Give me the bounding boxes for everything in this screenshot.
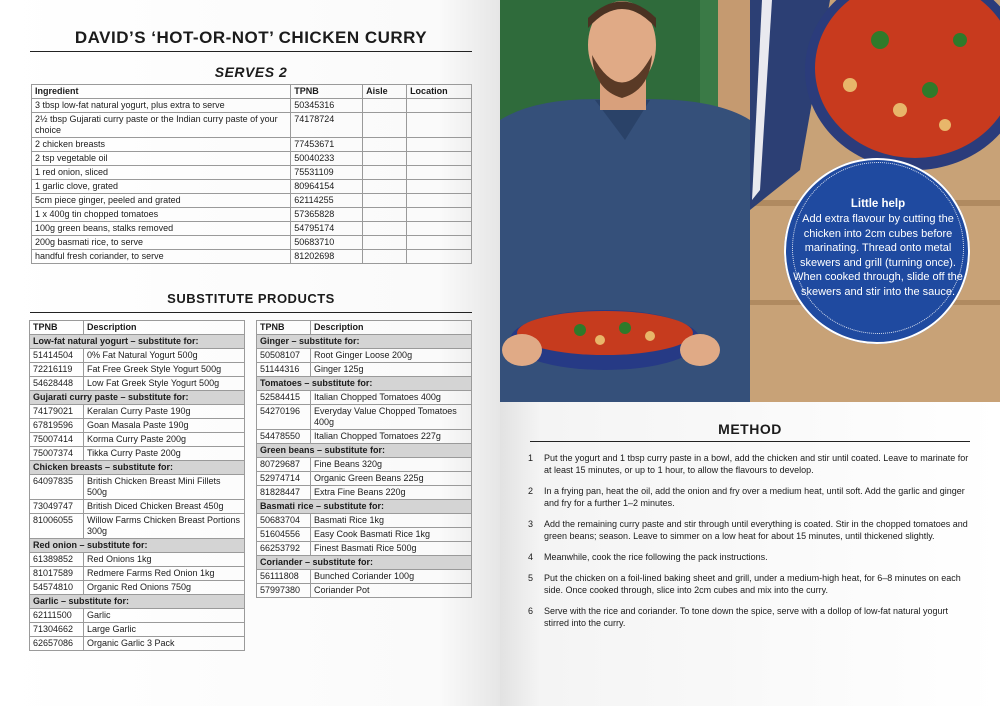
step-text: In a frying pan, heat the oil, add the onion and fry over a medium heat, until soft. Add the garlic and ginger and fry for a further 1–2 minutes. <box>544 486 965 508</box>
step-number: 5 <box>528 573 534 583</box>
aisle-cell <box>363 250 407 264</box>
substitutes-table-right <box>256 320 472 598</box>
aisle-cell <box>363 152 407 166</box>
ingredient-row <box>32 152 472 166</box>
step-text: Put the yogurt and 1 tbsp curry paste in a bowl, add the chicken and stir until coated. Leave to marinate for at least 15 minutes, or up to 1 hour, to allow the flavours to develop. <box>544 453 969 475</box>
serves-label: SERVES 2 <box>214 64 288 80</box>
substitute-row <box>257 405 472 430</box>
tpnb-cell: 77453671 <box>291 138 363 152</box>
substitute-group-row <box>30 461 245 475</box>
location-cell <box>407 166 472 180</box>
method-step <box>528 518 970 542</box>
substitute-row <box>257 514 472 528</box>
description-cell: Bunched Coriander 100g <box>311 570 472 584</box>
recipe-title: DAVID’S ‘HOT-OR-NOT’ CHICKEN CURRY <box>74 28 428 47</box>
aisle-cell <box>363 236 407 250</box>
description-cell: British Diced Chicken Breast 450g <box>84 500 245 514</box>
tpnb-cell: 72216119 <box>30 363 84 377</box>
substitute-row <box>257 584 472 598</box>
tpnb-cell: 75531109 <box>291 166 363 180</box>
tpnb-cell: 64097835 <box>30 475 84 500</box>
ingredients-body <box>32 99 472 264</box>
tpnb-cell: 51144316 <box>257 363 311 377</box>
description-cell: Everyday Value Chopped Tomatoes 400g <box>311 405 472 430</box>
method-step <box>528 452 970 476</box>
ingredient-cell: 200g basmati rice, to serve <box>32 236 291 250</box>
location-cell <box>407 152 472 166</box>
tpnb-cell: 81202698 <box>291 250 363 264</box>
description-cell: Coriander Pot <box>311 584 472 598</box>
ingredient-row <box>32 208 472 222</box>
tpnb-cell: 54795174 <box>291 222 363 236</box>
substitute-group-row <box>257 500 472 514</box>
substitute-group-label: Red onion – substitute for: <box>30 539 245 553</box>
substitute-group-row <box>257 377 472 391</box>
aisle-cell <box>363 222 407 236</box>
substitute-group-row <box>257 335 472 349</box>
ingredients-table <box>31 84 472 264</box>
location-cell <box>407 236 472 250</box>
substitute-group-label: Ginger – substitute for: <box>257 335 472 349</box>
tpnb-cell: 52974714 <box>257 472 311 486</box>
ingredient-cell: 1 x 400g tin chopped tomatoes <box>32 208 291 222</box>
aisle-cell <box>363 138 407 152</box>
description-cell: Red Onions 1kg <box>84 553 245 567</box>
tpnb-cell: 54478550 <box>257 430 311 444</box>
substitute-row <box>30 567 245 581</box>
description-cell: Italian Chopped Tomatoes 227g <box>311 430 472 444</box>
substitute-row <box>30 349 245 363</box>
method-rule <box>530 441 970 442</box>
description-cell: Extra Fine Beans 220g <box>311 486 472 500</box>
location-cell <box>407 113 472 138</box>
description-cell: Garlic <box>84 609 245 623</box>
method-title: METHOD <box>718 421 782 437</box>
description-cell: Organic Garlic 3 Pack <box>84 637 245 651</box>
col-description: Description <box>311 321 472 335</box>
description-cell: Organic Green Beans 225g <box>311 472 472 486</box>
tpnb-cell: 81006055 <box>30 514 84 539</box>
substitute-row <box>257 349 472 363</box>
substitute-row <box>30 623 245 637</box>
tpnb-cell: 80729687 <box>257 458 311 472</box>
substitute-row <box>30 609 245 623</box>
description-cell: Willow Farms Chicken Breast Portions 300g <box>84 514 245 539</box>
tpnb-cell: 74179021 <box>30 405 84 419</box>
tpnb-cell: 50345316 <box>291 99 363 113</box>
substitute-group-row <box>257 556 472 570</box>
ingredient-cell: 3 tbsp low-fat natural yogurt, plus extra to serve <box>32 99 291 113</box>
little-help-bubble <box>784 158 970 344</box>
ingredient-cell: 1 red onion, sliced <box>32 166 291 180</box>
method-step <box>528 485 970 509</box>
substitutes-table-left <box>29 320 245 651</box>
substitute-group-row <box>257 444 472 458</box>
description-cell: Basmati Rice 1kg <box>311 514 472 528</box>
tpnb-cell: 62657086 <box>30 637 84 651</box>
location-cell <box>407 250 472 264</box>
tpnb-cell: 50508107 <box>257 349 311 363</box>
substitute-row <box>257 486 472 500</box>
ingredient-cell: 2½ tbsp Gujarati curry paste or the Indian curry paste of your choice <box>32 113 291 138</box>
ingredient-row <box>32 180 472 194</box>
tpnb-cell: 81017589 <box>30 567 84 581</box>
tpnb-cell: 61389852 <box>30 553 84 567</box>
col-location: Location <box>407 85 472 99</box>
tpnb-cell: 74178724 <box>291 113 363 138</box>
step-text: Add the remaining curry paste and stir through until everything is coated. Stir in the chopped tomatoes and green beans; season. Leave to simmer on a low heat for about 15 minutes, until thickened slightly. <box>544 519 968 541</box>
substitute-row <box>30 475 245 500</box>
substitute-row <box>257 542 472 556</box>
method-step <box>528 551 970 563</box>
tpnb-cell: 71304662 <box>30 623 84 637</box>
substitute-row <box>30 514 245 539</box>
col-aisle: Aisle <box>363 85 407 99</box>
substitute-group-label: Coriander – substitute for: <box>257 556 472 570</box>
description-cell: Redmere Farms Red Onion 1kg <box>84 567 245 581</box>
tpnb-cell: 80964154 <box>291 180 363 194</box>
title-rule <box>30 51 472 52</box>
description-cell: Organic Red Onions 750g <box>84 581 245 595</box>
little-help-title: Little help <box>850 197 906 210</box>
ingredient-row <box>32 222 472 236</box>
description-cell: Tikka Curry Paste 200g <box>84 447 245 461</box>
substitute-group-label: Tomatoes – substitute for: <box>257 377 472 391</box>
tpnb-cell: 54270196 <box>257 405 311 430</box>
step-number: 2 <box>528 486 534 496</box>
substitute-group-label: Low-fat natural yogurt – substitute for: <box>30 335 245 349</box>
aisle-cell <box>363 99 407 113</box>
tpnb-cell: 57997380 <box>257 584 311 598</box>
substitute-row <box>30 377 245 391</box>
tpnb-cell: 50683710 <box>291 236 363 250</box>
tpnb-cell: 66253792 <box>257 542 311 556</box>
aisle-cell <box>363 113 407 138</box>
description-cell: Korma Curry Paste 200g <box>84 433 245 447</box>
step-text: Serve with the rice and coriander. To tone down the spice, serve with a dollop of low-fat natural yogurt stirred into the curry. <box>544 606 949 628</box>
location-cell <box>407 138 472 152</box>
description-cell: Fat Free Greek Style Yogurt 500g <box>84 363 245 377</box>
aisle-cell <box>363 180 407 194</box>
substitutes-body-right <box>257 335 472 598</box>
substitute-row <box>257 472 472 486</box>
tpnb-cell: 54574810 <box>30 581 84 595</box>
description-cell: British Chicken Breast Mini Fillets 500g <box>84 475 245 500</box>
tpnb-cell: 73049747 <box>30 500 84 514</box>
ingredient-cell: 1 garlic clove, grated <box>32 180 291 194</box>
ingredient-row <box>32 113 472 138</box>
tpnb-cell: 62114255 <box>291 194 363 208</box>
ingredients-header-row <box>32 85 472 99</box>
substitutes-header-row <box>30 321 245 335</box>
substitute-group-row <box>30 539 245 553</box>
ingredient-row <box>32 194 472 208</box>
step-number: 1 <box>528 453 534 463</box>
method-step <box>528 572 970 596</box>
ingredient-cell: 5cm piece ginger, peeled and grated <box>32 194 291 208</box>
substitute-row <box>30 419 245 433</box>
col-tpnb: TPNB <box>30 321 84 335</box>
tpnb-cell: 57365828 <box>291 208 363 222</box>
tpnb-cell: 51414504 <box>30 349 84 363</box>
step-number: 6 <box>528 606 534 616</box>
substitutes-body-left <box>30 335 245 651</box>
location-cell <box>407 208 472 222</box>
description-cell: Italian Chopped Tomatoes 400g <box>311 391 472 405</box>
substitute-group-label: Basmati rice – substitute for: <box>257 500 472 514</box>
little-help-text: Add extra flavour by cutting the chicken into 2cm cubes before marinating. Thread onto metal skewers and grill (turning once). When cooked through, slide off the skewers and stir into the sauce. <box>793 213 963 298</box>
aisle-cell <box>363 208 407 222</box>
ingredient-cell: handful fresh coriander, to serve <box>32 250 291 264</box>
substitute-group-label: Green beans – substitute for: <box>257 444 472 458</box>
step-number: 3 <box>528 519 534 529</box>
substitute-group-label: Chicken breasts – substitute for: <box>30 461 245 475</box>
description-cell: 0% Fat Natural Yogurt 500g <box>84 349 245 363</box>
substitute-row <box>30 363 245 377</box>
location-cell <box>407 180 472 194</box>
tpnb-cell: 62111500 <box>30 609 84 623</box>
tpnb-cell: 67819596 <box>30 419 84 433</box>
method-steps <box>528 452 970 638</box>
description-cell: Ginger 125g <box>311 363 472 377</box>
step-number: 4 <box>528 552 534 562</box>
tpnb-cell: 50683704 <box>257 514 311 528</box>
substitute-row <box>30 637 245 651</box>
substitute-row <box>257 528 472 542</box>
substitute-group-label: Garlic – substitute for: <box>30 595 245 609</box>
ingredient-row <box>32 166 472 180</box>
substitute-row <box>257 570 472 584</box>
substitute-row <box>30 500 245 514</box>
ingredient-row <box>32 250 472 264</box>
tpnb-cell: 81828447 <box>257 486 311 500</box>
tpnb-cell: 50040233 <box>291 152 363 166</box>
ingredient-row <box>32 99 472 113</box>
substitute-rule <box>30 312 472 313</box>
ingredient-cell: 2 chicken breasts <box>32 138 291 152</box>
ingredient-cell: 2 tsp vegetable oil <box>32 152 291 166</box>
substitute-group-label: Gujarati curry paste – substitute for: <box>30 391 245 405</box>
substitute-row <box>30 405 245 419</box>
aisle-cell <box>363 194 407 208</box>
location-cell <box>407 194 472 208</box>
substitute-row <box>30 581 245 595</box>
step-text: Meanwhile, cook the rice following the pack instructions. <box>544 552 768 562</box>
description-cell: Low Fat Greek Style Yogurt 500g <box>84 377 245 391</box>
step-text: Put the chicken on a foil-lined baking sheet and grill, under a medium-high heat, for 6–8 minutes on each side. Once cooked through, slice into 2cm cubes and mix into the curry. <box>544 573 961 595</box>
ingredient-row <box>32 138 472 152</box>
col-tpnb: TPNB <box>291 85 363 99</box>
substitute-row <box>30 447 245 461</box>
description-cell: Goan Masala Paste 190g <box>84 419 245 433</box>
substitute-row <box>30 433 245 447</box>
substitute-title: SUBSTITUTE PRODUCTS <box>167 291 335 306</box>
tpnb-cell: 52584415 <box>257 391 311 405</box>
substitute-row <box>257 391 472 405</box>
tpnb-cell: 51604556 <box>257 528 311 542</box>
aisle-cell <box>363 166 407 180</box>
substitute-row <box>30 553 245 567</box>
tpnb-cell: 54628448 <box>30 377 84 391</box>
substitutes-header-row <box>257 321 472 335</box>
location-cell <box>407 99 472 113</box>
col-tpnb: TPNB <box>257 321 311 335</box>
substitute-row <box>257 430 472 444</box>
description-cell: Fine Beans 320g <box>311 458 472 472</box>
ingredient-row <box>32 236 472 250</box>
substitute-row <box>257 458 472 472</box>
description-cell: Root Ginger Loose 200g <box>311 349 472 363</box>
method-step <box>528 605 970 629</box>
substitute-row <box>257 363 472 377</box>
ingredient-cell: 100g green beans, stalks removed <box>32 222 291 236</box>
tpnb-cell: 75007414 <box>30 433 84 447</box>
description-cell: Keralan Curry Paste 190g <box>84 405 245 419</box>
col-description: Description <box>84 321 245 335</box>
substitute-group-row <box>30 335 245 349</box>
description-cell: Large Garlic <box>84 623 245 637</box>
substitute-group-row <box>30 595 245 609</box>
description-cell: Finest Basmati Rice 500g <box>311 542 472 556</box>
col-ingredient: Ingredient <box>32 85 291 99</box>
description-cell: Easy Cook Basmati Rice 1kg <box>311 528 472 542</box>
tpnb-cell: 75007374 <box>30 447 84 461</box>
location-cell <box>407 222 472 236</box>
tpnb-cell: 56111808 <box>257 570 311 584</box>
substitute-group-row <box>30 391 245 405</box>
